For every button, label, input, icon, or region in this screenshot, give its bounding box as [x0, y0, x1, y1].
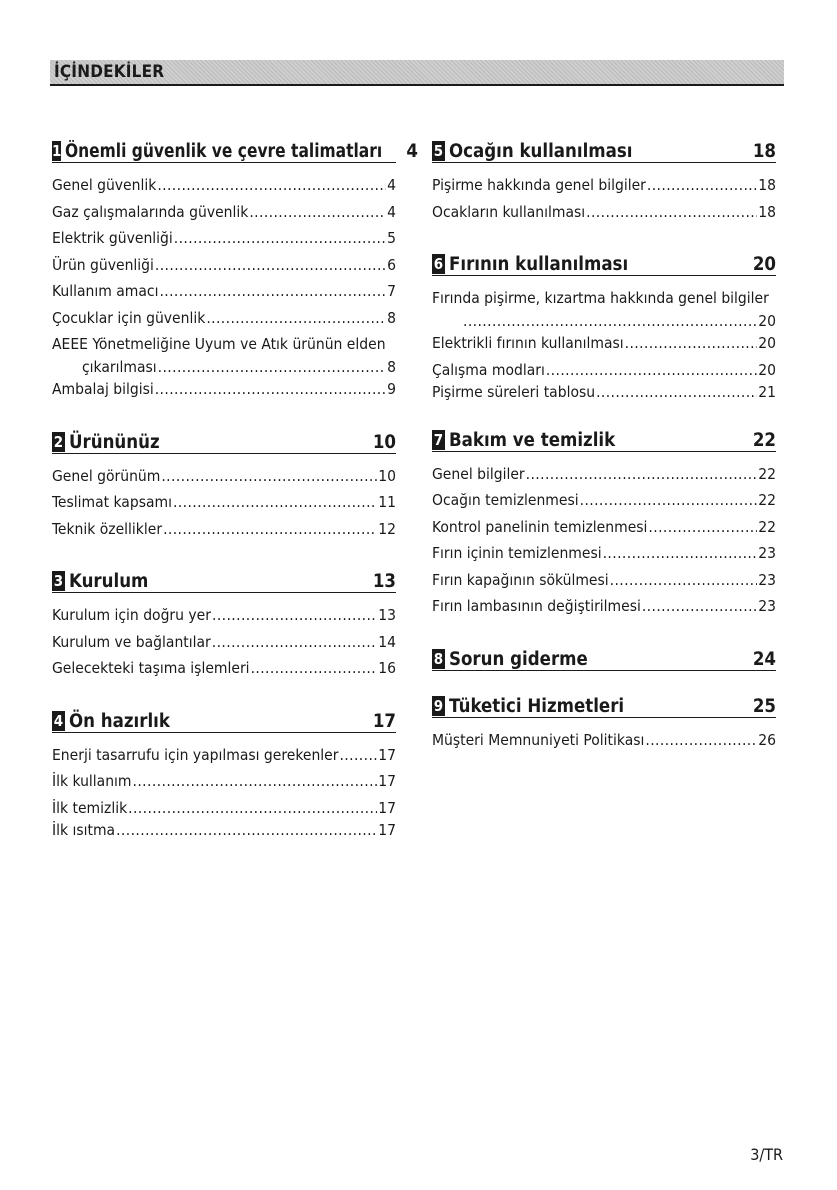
entry-label: Pişirme hakkında genel bilgiler: [432, 176, 646, 194]
entry-label-line1: AEEE Yönetmeliğine Uyum ve Atık ürünün elden: [52, 335, 386, 353]
entry-label: Enerji tasarrufu için yapılması gerekenler: [52, 745, 339, 764]
entry-label-line2: çıkarılması: [82, 358, 157, 376]
dot-leader: [596, 383, 757, 401]
toc-entry[interactable]: [432, 597, 776, 624]
entry-label: Teslimat kapsamı: [52, 493, 172, 511]
section-number-badge: 4: [53, 711, 64, 730]
toc-entry[interactable]: [432, 544, 776, 571]
section-page-number: 20: [752, 254, 776, 275]
entry-page: 22: [758, 491, 776, 509]
toc-entry[interactable]: [52, 659, 396, 686]
section-title: Kurulum: [69, 571, 149, 592]
dot-leader: [546, 361, 757, 379]
toc-section-9: [432, 693, 776, 758]
section-title: Sorun giderme: [449, 648, 588, 670]
toc-section-8: [432, 646, 776, 671]
dot-leader: [648, 518, 757, 536]
toc-section-3: [52, 568, 396, 686]
entry-label: İlk kullanım: [52, 772, 132, 790]
toc-section-2: [52, 429, 396, 547]
dot-leader: [174, 229, 386, 247]
toc-section-5: [432, 138, 776, 229]
section-heading[interactable]: [432, 693, 776, 718]
dot-leader: [526, 465, 758, 483]
section-number-badge: 8: [433, 649, 444, 668]
section-number-badge: 5: [433, 142, 444, 160]
dot-leader: [163, 520, 377, 538]
dot-leader: [155, 380, 386, 398]
toc-section-1: [52, 138, 419, 407]
entry-label: İlk ısıtma: [52, 820, 116, 839]
toc-entry[interactable]: [52, 467, 396, 494]
entry-page: 4: [387, 202, 396, 221]
page-number-footer: 3/TR: [750, 1145, 783, 1164]
entry-page: 7: [387, 282, 396, 300]
toc-section-7: [432, 427, 776, 624]
dot-leader: [463, 312, 757, 330]
toc-entry[interactable]: [432, 465, 776, 492]
section-heading[interactable]: [432, 646, 776, 671]
entry-label-line1: Fırında pişirme, kızartma hakkında genel bilgiler: [432, 289, 769, 307]
toc-entry[interactable]: [432, 361, 776, 383]
entry-label: Genel bilgiler: [432, 464, 525, 483]
toc-entry[interactable]: [52, 799, 396, 821]
entry-page: 17: [378, 798, 396, 817]
toc-entry[interactable]: [432, 491, 776, 518]
entry-label: İlk temizlik: [52, 798, 128, 817]
section-heading[interactable]: [52, 138, 419, 163]
dot-leader: [625, 334, 758, 352]
section-number-badge: 7: [433, 430, 444, 449]
dot-leader: [249, 203, 386, 221]
entry-page: 16: [378, 659, 396, 677]
entry-label: Kontrol panelinin temizlenmesi: [432, 517, 648, 536]
toc-entry[interactable]: [432, 383, 776, 405]
dot-leader: [212, 633, 377, 651]
entry-page: 17: [378, 772, 396, 790]
section-page-number: 24: [752, 648, 776, 670]
entry-label: Ocağın temizlenmesi: [432, 491, 579, 509]
entry-page: 12: [378, 519, 396, 538]
entry-page: 14: [378, 632, 396, 651]
dot-leader: [251, 659, 378, 677]
section-page-number: 22: [752, 429, 776, 451]
dot-leader: [645, 731, 757, 749]
entry-page: 11: [378, 493, 396, 511]
section-page-number: 25: [752, 695, 776, 717]
section-number-badge: 3: [53, 572, 64, 590]
section-number-badge: 2: [53, 432, 64, 451]
toc-entry[interactable]: [432, 176, 776, 203]
section-heading[interactable]: [432, 427, 776, 452]
entry-page: 23: [758, 544, 776, 562]
toc-entry-wrapped[interactable]: [52, 335, 396, 380]
section-heading[interactable]: [432, 138, 776, 163]
dot-leader: [157, 176, 386, 194]
section-heading[interactable]: [52, 708, 396, 733]
toc-entry[interactable]: [52, 606, 396, 633]
toc-entry[interactable]: [52, 380, 396, 407]
entry-page: 20: [758, 334, 776, 352]
section-title: Fırının kullanılması: [449, 254, 629, 275]
dot-leader: [580, 491, 758, 509]
entry-label: Kurulum ve bağlantılar: [52, 632, 211, 651]
toc-entry[interactable]: [52, 203, 396, 230]
toc-entry[interactable]: [52, 309, 396, 336]
entry-page: 23: [758, 570, 776, 589]
toc-entry[interactable]: [52, 520, 396, 547]
dot-leader: [647, 176, 757, 194]
dot-leader: [339, 746, 377, 764]
toc-entry[interactable]: [432, 731, 776, 758]
dot-leader: [642, 597, 757, 615]
section-title: Bakım ve temizlik: [449, 429, 616, 451]
entry-label: Genel güvenlik: [52, 176, 157, 194]
section-heading[interactable]: [52, 429, 396, 454]
entry-page: 5: [387, 229, 396, 247]
entry-label: Kurulum için doğru yer: [52, 606, 211, 624]
dot-leader: [173, 493, 377, 511]
entry-page: 20: [758, 312, 776, 330]
dot-leader: [158, 358, 386, 376]
dot-leader: [133, 772, 378, 790]
entry-label: Ocakların kullanılması: [432, 202, 586, 221]
toc-entry[interactable]: [52, 229, 396, 256]
section-page-number: 17: [372, 710, 396, 732]
entry-page: 13: [378, 606, 396, 624]
toc-entry[interactable]: [52, 493, 396, 520]
entry-label: Gaz çalışmalarında güvenlik: [52, 202, 249, 221]
entry-label: Fırın içinin temizlenmesi: [432, 544, 602, 562]
section-page-number: 18: [752, 141, 776, 162]
dot-leader: [159, 282, 386, 300]
dot-leader: [161, 467, 377, 485]
entry-label: Teknik özellikler: [52, 519, 163, 538]
section-page-number: 4: [406, 141, 419, 162]
entry-label: Ürün güvenliği: [52, 255, 154, 274]
entry-page: 17: [378, 745, 396, 764]
entry-label: Elektrik güvenliği: [52, 229, 173, 247]
dot-leader: [116, 821, 377, 839]
entry-page: 17: [378, 820, 396, 839]
entry-page: 8: [387, 308, 396, 327]
toc-entry[interactable]: [52, 821, 396, 843]
entry-page: 18: [758, 176, 776, 194]
entry-label: Çocuklar için güvenlik: [52, 308, 206, 327]
toc-entry[interactable]: [432, 571, 776, 598]
section-heading[interactable]: [432, 251, 776, 276]
toc-entry[interactable]: [432, 334, 776, 361]
toc-entry[interactable]: [52, 772, 396, 799]
toc-entry[interactable]: [52, 633, 396, 660]
dot-leader: [212, 606, 377, 624]
toc-entry[interactable]: [432, 203, 776, 230]
dot-leader: [610, 571, 758, 589]
dot-leader: [603, 544, 758, 562]
entry-label: Fırın kapağının sökülmesi: [432, 570, 609, 589]
entry-label: Kullanım amacı: [52, 282, 159, 300]
entry-label: Çalışma modları: [432, 360, 545, 379]
toc-entry[interactable]: [52, 256, 396, 283]
section-page-number: 13: [372, 571, 396, 592]
entry-label: Gelecekteki taşıma işlemleri: [52, 659, 250, 677]
dot-leader: [128, 799, 377, 817]
section-number-badge: 6: [433, 255, 444, 273]
entry-page: 9: [387, 380, 396, 398]
entry-page: 22: [758, 464, 776, 483]
toc-section-6: [432, 251, 776, 405]
toc-entry[interactable]: [432, 518, 776, 545]
entry-label: Fırın lambasının değiştirilmesi: [432, 597, 641, 615]
section-title: Ocağın kullanılması: [449, 141, 633, 162]
entry-page: 4: [387, 176, 396, 194]
entry-page: 22: [758, 517, 776, 536]
section-title: Tüketici Hizmetleri: [449, 695, 625, 717]
toc-left-column: [52, 138, 419, 865]
entry-page: 6: [387, 255, 396, 274]
section-title: Ürününüz: [69, 431, 160, 453]
entry-page: 10: [378, 466, 396, 485]
dot-leader: [155, 256, 386, 274]
toc-header-bar: [50, 60, 784, 86]
entry-page: 18: [758, 202, 776, 221]
section-title: Önemli güvenlik ve çevre talimatları: [65, 141, 383, 162]
entry-label: Genel görünüm: [52, 466, 161, 485]
toc-header-title: İÇİNDEKİLER: [54, 62, 165, 82]
entry-page: 8: [387, 358, 396, 376]
section-page-number: 10: [372, 431, 396, 453]
toc-right-column: [432, 138, 776, 779]
toc-entry[interactable]: [52, 282, 396, 309]
section-number-badge: 9: [433, 696, 444, 715]
dot-leader: [586, 203, 757, 221]
entry-page: 26: [758, 730, 776, 749]
entry-label: Elektrikli fırının kullanılması: [432, 334, 624, 352]
section-heading[interactable]: [52, 568, 396, 593]
entry-page: 21: [758, 382, 776, 401]
section-number-badge: 1: [52, 142, 62, 160]
toc-entry[interactable]: [52, 746, 396, 773]
toc-entry[interactable]: [52, 176, 396, 203]
entry-label: Pişirme süreleri tablosu: [432, 382, 596, 401]
entry-page: 20: [758, 360, 776, 379]
dot-leader: [206, 309, 386, 327]
toc-entry-wrapped[interactable]: [432, 289, 776, 334]
entry-label: Ambalaj bilgisi: [52, 380, 154, 398]
entry-page: 23: [758, 597, 776, 615]
entry-label: Müşteri Memnuniyeti Politikası: [432, 730, 645, 749]
toc-section-4: [52, 708, 396, 843]
section-title: Ön hazırlık: [69, 710, 170, 732]
